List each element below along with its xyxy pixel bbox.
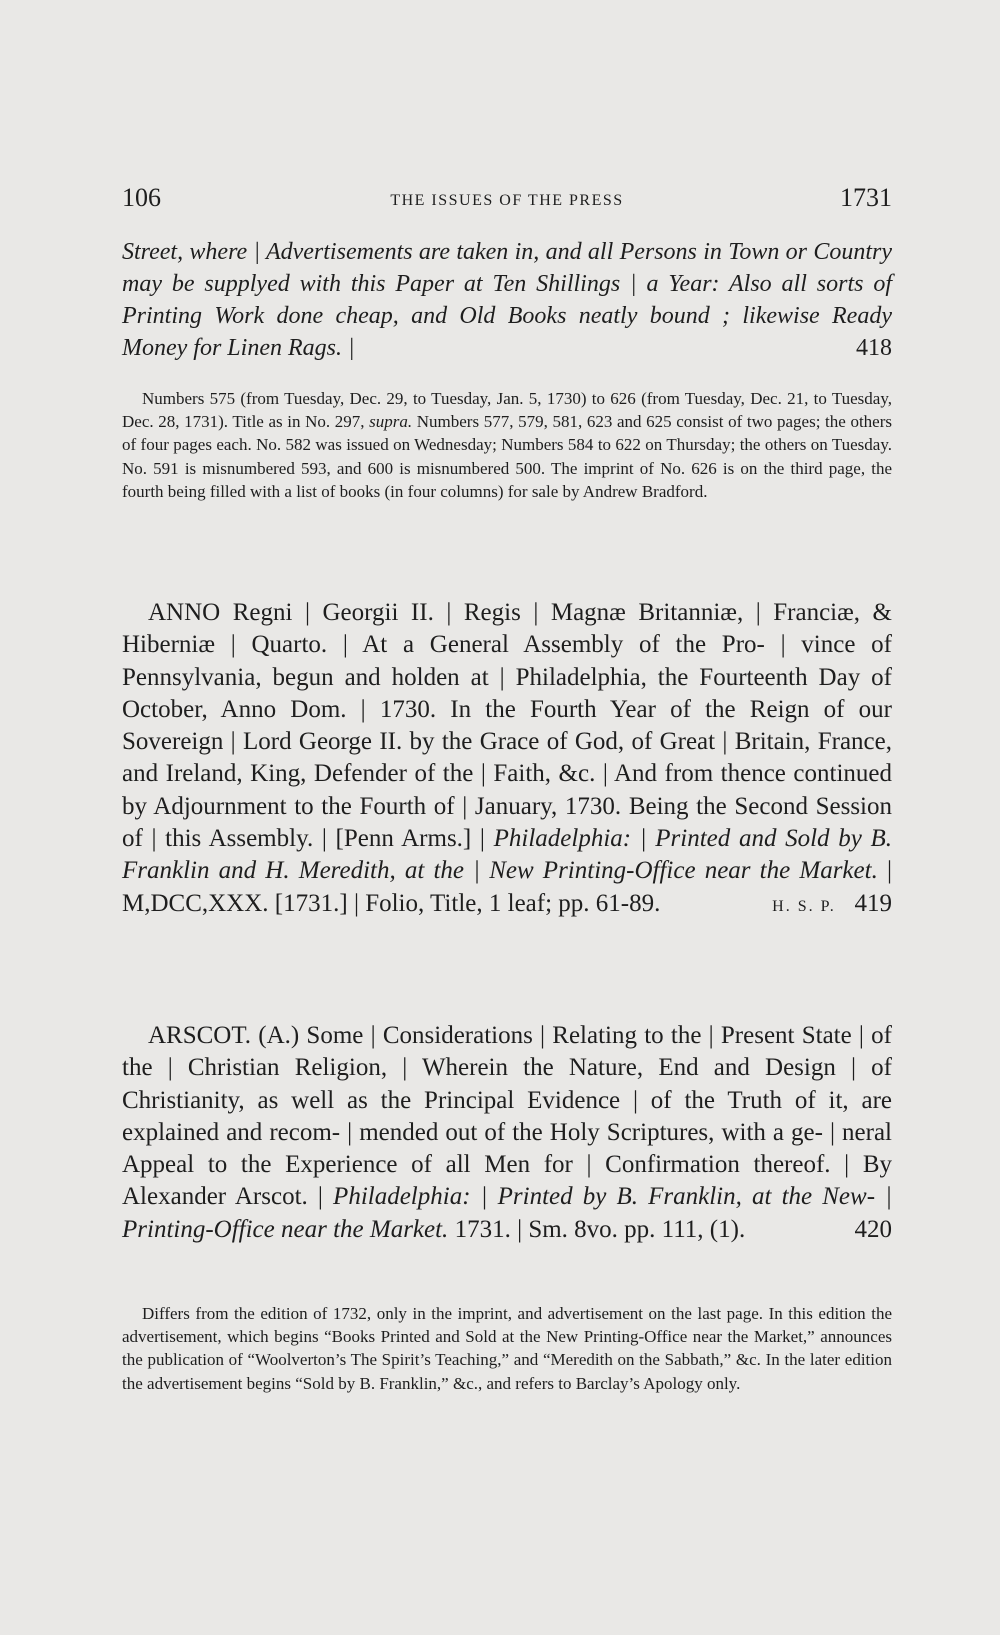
note-418-text-b: Numbers 577, 579, 581, 623 and 625 consist of two pages; the others of four pages each. No. 582 was issued on Wednesday; Numbers 584 to 622 on Thursday; the others on Tuesday. No. 591 is misnumbered 593, and 600 is misnumbered 500. The imprint of No. 626 is on the third page, the fourth being filled with a list of books (in four columns) for sale by Andrew Bradford. bbox=[122, 412, 892, 501]
page-header bbox=[122, 183, 892, 223]
entry-number-418: 418 bbox=[856, 335, 892, 361]
entry-419-imprint: Philadelphia: | Printed and Sold by B. Franklin and H. Meredith, at the | New Printing-Office near the Market. bbox=[122, 825, 892, 885]
entry-418-continuation bbox=[122, 236, 892, 364]
note-420 bbox=[122, 1302, 892, 1395]
entry-420-imprint: Philadelphia: | Printed by B. Franklin, at the New- | Printing-Office near the Market. bbox=[122, 1183, 893, 1243]
note-418 bbox=[122, 387, 892, 503]
entry-number-420: 420 bbox=[854, 1215, 892, 1243]
entry-419-collation: | M,DCC,XXX. [1731.] | Folio, Title, 1 leaf; pp. 61-89. bbox=[122, 857, 892, 917]
entry-419-location: H. S. P. bbox=[772, 897, 836, 915]
entry-number-419: 419 bbox=[854, 889, 892, 917]
note-420-text: Differs from the edition of 1732, only in the imprint, and advertisement on the last page. In this edition the advertisement, which begins “Books Printed and Sold at the New Printing-Office near the Market,” announces the publication of “Woolverton’s The Spirit’s Teaching,” and “Meredith on the Sabbath,” &c. In the later edition the advertisement begins “Sold by B. Franklin,” &c., and refers to Barclay’s Apology only. bbox=[122, 1304, 892, 1393]
entry-420 bbox=[122, 1020, 892, 1246]
page-number: 106 bbox=[122, 183, 161, 212]
entry-420-title: ARSCOT. (A.) Some | Considerations | Relating to the | Present State | of the | Christian Religion, | Wherein the Nature, End and Design | of Christianity, as well as the Principal Evidence | of the Truth of it, are explained and recom- | mended out of the Holy Scriptures, with a ge- | neral Appeal to the Experience of all Men for | Confirmation thereof. | By Alexander Arscot. | bbox=[122, 1022, 892, 1211]
note-418-supra: supra. bbox=[369, 412, 413, 432]
entry-419-title: ANNO Regni | Georgii II. | Regis | Magnæ Britanniæ, | Franciæ, & Hiberniæ | Quarto. | At a General Assembly of the Pro- | vince of Pennsylvania, begun and holden at | Philadelphia, the Fourteenth Day of October, Anno Dom. | 1730. In the Fourth Year of the Reign of our Sovereign | Lord George II. by the Grace of God, of Great | Britain, France, and Ireland, King, Defender of the | Faith, &c. | And from thence continued by Adjournment to the Fourth of | January, 1730. Being the Second Session of | this Assembly. | [Penn Arms.] | bbox=[122, 599, 892, 853]
note-418-text-a: Numbers 575 (from Tuesday, Dec. 29, to Tuesday, Jan. 5, 1730) to 626 (from Tuesday, Dec. 21, to Tuesday, Dec. 28, 1731). Title as in No. 297, bbox=[122, 389, 892, 432]
running-title: THE ISSUES OF THE PRESS bbox=[390, 192, 624, 209]
entry-420-collation: 1731. | Sm. 8vo. pp. 111, (1). bbox=[454, 1215, 746, 1243]
entry-419 bbox=[122, 597, 892, 923]
entry-418-text: Street, where | Advertisements are taken in, and all Persons in Town or Country may be supplyed with this Paper at Ten Shillings | a Year: Also all sorts of Printing Work done cheap, and Old Books neatly bound ; likewise Ready Money for Linen Rags. | bbox=[122, 239, 892, 361]
header-year: 1731 bbox=[840, 183, 892, 212]
